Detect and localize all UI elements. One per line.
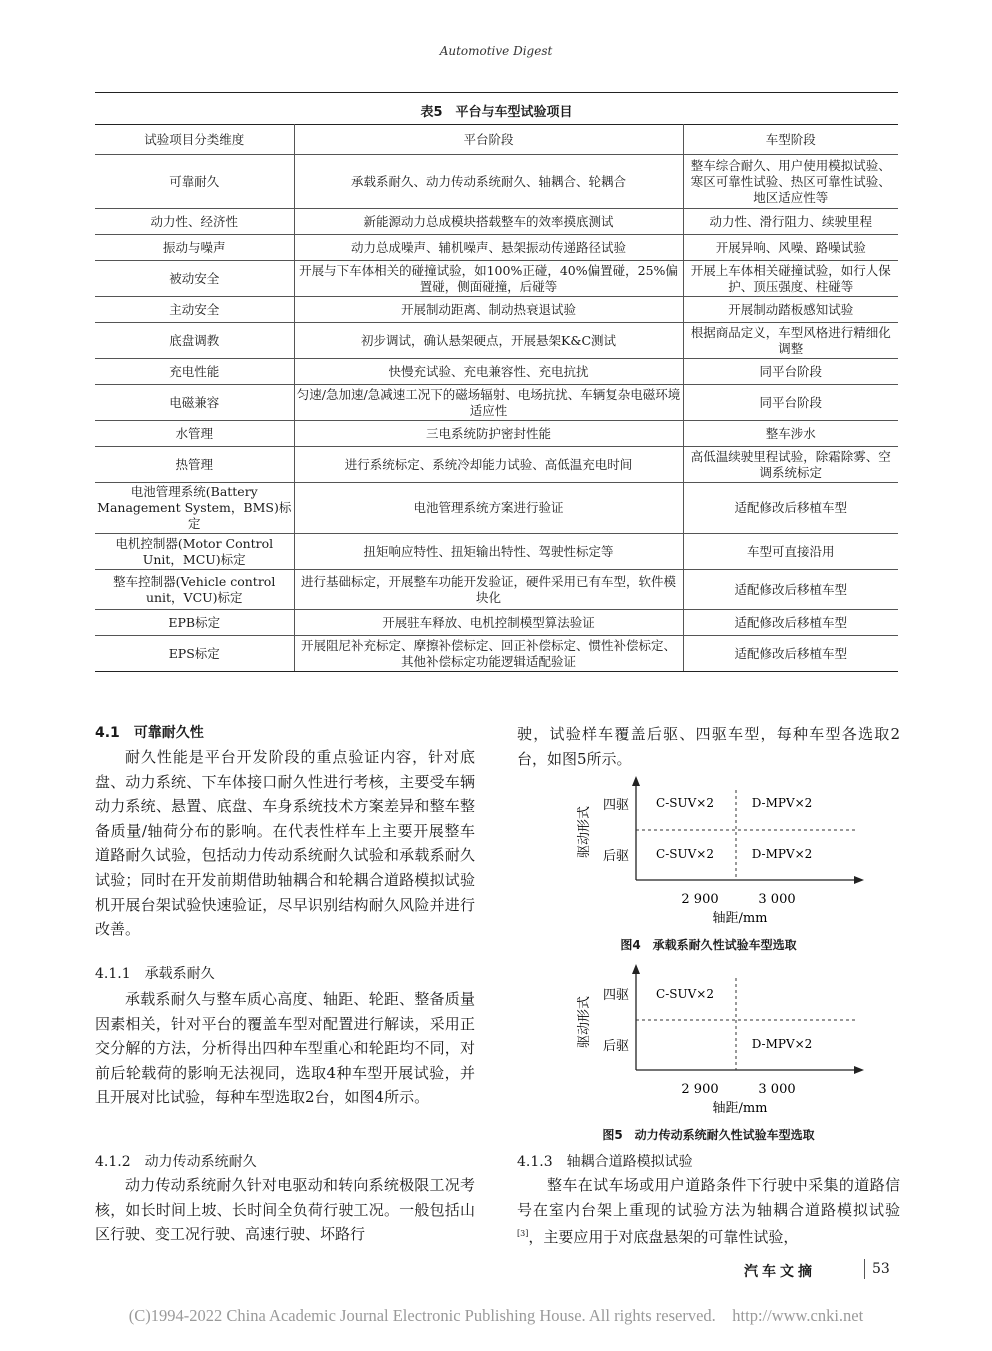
section-4-1-paragraph: 耐久性能是平台开发阶段的重点验证内容，针对底盘、动力系统、下车体接口耐久性进行考核，主要受车辆动力系统、悬置、底盘、车身系统技术方案差异和整车整备质量/轴荷分布的影响。在代表性样车上主要开展整车道路耐久试验，包括动力传动系统耐久试验和承载系耐久试验；同时在开发前期借助轴耦合和轮耦合道路模拟试验机开展台架试验快速验证，尽早识别结构耐久风险并进行改善。 (95, 748, 475, 939)
table-row (95, 534, 898, 570)
cell-label: C-SUV×2 (656, 847, 714, 861)
vehicle-stage-cell: 适配修改后移植车型 (683, 636, 898, 672)
platform-stage-cell: 进行系统标定、系统冷却能力试验、高低温充电时间 (294, 447, 683, 483)
platform-stage-cell: 开展驻车释放、电机控制模型算法验证 (294, 610, 683, 636)
platform-stage-cell: 电池管理系统方案进行验证 (294, 483, 683, 534)
cell-label: D-MPV×2 (751, 796, 813, 810)
section-4-1-1-title: 4.1.1 承载系耐久 (95, 966, 215, 982)
table-row (95, 297, 898, 323)
platform-stage-cell: 开展阻尼补充标定、摩擦补偿标定、回正补偿标定、惯性补偿标定、其他补偿标定功能逻辑适配验证 (294, 636, 683, 672)
cell-label: C-SUV×2 (656, 796, 714, 810)
category-cell: 电池管理系统(Battery Management System，BMS)标定 (95, 483, 294, 534)
vehicle-stage-cell: 整车综合耐久、用户使用模拟试验、寒区可靠性试验、热区可靠性试验、地区适应性等 (683, 155, 898, 209)
platform-stage-cell: 动力总成噪声、辅机噪声、悬架振动传递路径试验 (294, 235, 683, 261)
table-header-row (95, 125, 898, 155)
platform-stage-cell: 匀速/急加速/急减速工况下的磁场辐射、电场抗扰、车辆复杂电磁环境适应性 (294, 385, 683, 421)
table-row (95, 421, 898, 447)
paragraph-text: 整车在试车场或用户道路条件下行驶中采集的道路信号在室内台架上重现的试验方法为轴耦合道路模拟试验 (517, 1176, 900, 1219)
section-4-1-3-title: 4.1.3 轴耦合道路模拟试验 (517, 1154, 693, 1170)
platform-stage-cell: 开展制动距离、制动热衰退试验 (294, 297, 683, 323)
figure-4-caption: 图4 承载系耐久性试验车型选取 (620, 938, 797, 952)
table-row (95, 610, 898, 636)
platform-stage-cell: 快慢充试验、充电兼容性、充电抗扰 (294, 359, 683, 385)
section-4-1-title: 4.1 可靠耐久性 (95, 725, 204, 741)
vehicle-stage-cell: 开展异响、风噪、路噪试验 (683, 235, 898, 261)
continued-paragraph: 驶，试验样车覆盖后驱、四驱车型，每种车型各选取2台，如图5所示。 (517, 725, 900, 768)
y-tick-label: 后驱 (602, 1039, 630, 1054)
category-cell: 充电性能 (95, 359, 294, 385)
category-cell: 底盘调教 (95, 323, 294, 359)
table-row (95, 155, 898, 209)
running-header: Automotive Digest (439, 44, 553, 58)
category-cell: EPB标定 (95, 610, 294, 636)
x-axis-label: 轴距/mm (712, 911, 768, 926)
section-4-1-2-paragraph: 动力传动系统耐久针对电驱动和转向系统极限工况考核，如长时间上坡、长时间全负荷行驶工况。一般包括山区行驶、变工况行驶、高速行驶、坏路行 (95, 1176, 475, 1244)
category-cell: 可靠耐久 (95, 155, 294, 209)
footer-journal-name: 汽车文摘 (744, 1264, 816, 1280)
category-cell: 振动与噪声 (95, 235, 294, 261)
vehicle-stage-cell: 同平台阶段 (683, 359, 898, 385)
category-cell: EPS标定 (95, 636, 294, 672)
y-tick-label: 后驱 (602, 849, 630, 864)
footer-divider (864, 1259, 865, 1279)
category-cell: 热管理 (95, 447, 294, 483)
platform-stage-cell: 新能源动力总成模块搭载整车的效率摸底测试 (294, 209, 683, 235)
table-row (95, 323, 898, 359)
vehicle-stage-cell: 根据商品定义，车型风格进行精细化调整 (683, 323, 898, 359)
cell-label: D-MPV×2 (751, 847, 813, 861)
vehicle-stage-cell: 车型可直接沿用 (683, 534, 898, 570)
category-cell: 整车控制器(Vehicle control unit，VCU)标定 (95, 570, 294, 610)
platform-stage-cell: 初步调试，确认悬架硬点，开展悬架K&C测试 (294, 323, 683, 359)
table-row (95, 636, 898, 672)
table-header-cell: 试验项目分类维度 (95, 125, 294, 155)
platform-stage-cell: 进行基础标定，开展整车功能开发验证，硬件采用已有车型，软件模块化 (294, 570, 683, 610)
y-axis-label: 驱动形式 (577, 805, 592, 859)
category-cell: 电磁兼容 (95, 385, 294, 421)
table-row (95, 483, 898, 534)
table-row (95, 235, 898, 261)
vehicle-stage-cell: 适配修改后移植车型 (683, 570, 898, 610)
y-axis-label: 驱动形式 (577, 995, 592, 1049)
platform-stage-cell: 承载系耐久、动力传动系统耐久、轴耦合、轮耦合 (294, 155, 683, 209)
table-row (95, 570, 898, 610)
table-header-cell: 平台阶段 (294, 125, 683, 155)
vehicle-stage-cell: 同平台阶段 (683, 385, 898, 421)
x-axis-arrow (854, 876, 864, 884)
cell-label: C-SUV×2 (656, 987, 714, 1001)
platform-stage-cell: 开展与下车体相关的碰撞试验，如100%正碰，40%偏置碰，25%偏置碰，侧面碰撞，后碰等 (294, 261, 683, 297)
section-4-1-1-paragraph: 承载系耐久与整车质心高度、轴距、轮距、整备质量因素相关，针对平台的覆盖车型对配置进行解读，采用正交分解的方法，分析得出四种车型重心和轮距均不同，对前后轮载荷的影响无法视同，选取4种车型开展试验，并且开展对比试验，每种车型选取2台，如图4所示。 (95, 990, 475, 1107)
section-4-1-3-paragraph (517, 1173, 900, 1250)
vehicle-stage-cell: 开展制动踏板感知试验 (683, 297, 898, 323)
test-items-table (95, 124, 898, 672)
vehicle-stage-cell: 适配修改后移植车型 (683, 483, 898, 534)
x-tick-label: 3 000 (758, 892, 796, 907)
table-header-cell: 车型阶段 (683, 125, 898, 155)
table-row (95, 261, 898, 297)
x-axis-label: 轴距/mm (712, 1101, 768, 1116)
copyright-notice: (C)1994-2022 China Academic Journal Electronic Publishing House. All rights reserved. http://www.cnki.net (128, 1306, 864, 1325)
x-tick-label: 2 900 (681, 1082, 719, 1097)
citation-ref: [3] (517, 1229, 529, 1239)
category-cell: 电机控制器(Motor Control Unit，MCU)标定 (95, 534, 294, 570)
figure-5-caption: 图5 动力传动系统耐久性试验车型选取 (602, 1128, 815, 1142)
vehicle-stage-cell: 高低温续驶里程试验，除霜除雾、空调系统标定 (683, 447, 898, 483)
vehicle-stage-cell: 开展上车体相关碰撞试验，如行人保护、顶压强度、柱碰等 (683, 261, 898, 297)
section-4-1-2-title: 4.1.2 动力传动系统耐久 (95, 1154, 257, 1170)
vehicle-stage-cell: 适配修改后移植车型 (683, 610, 898, 636)
y-tick-label: 四驱 (602, 798, 630, 813)
platform-stage-cell: 三电系统防护密封性能 (294, 421, 683, 447)
category-cell: 被动安全 (95, 261, 294, 297)
table-row (95, 359, 898, 385)
table-row (95, 447, 898, 483)
table-row (95, 209, 898, 235)
figure-5-chart (560, 958, 880, 1118)
platform-stage-cell: 扭矩响应特性、扭矩输出特性、驾驶性标定等 (294, 534, 683, 570)
x-axis-arrow (854, 1066, 864, 1074)
category-cell: 水管理 (95, 421, 294, 447)
vehicle-stage-cell: 整车涉水 (683, 421, 898, 447)
header-rule (95, 92, 898, 93)
category-cell: 主动安全 (95, 297, 294, 323)
table-caption: 表5 平台与车型试验项目 (420, 105, 573, 120)
cell-label: D-MPV×2 (751, 1037, 813, 1051)
x-tick-label: 2 900 (681, 892, 719, 907)
paragraph-text: ，主要应用于对底盘悬架的可靠性试验， (528, 1228, 799, 1247)
vehicle-stage-cell: 动力性、滑行阻力、续驶里程 (683, 209, 898, 235)
x-tick-label: 3 000 (758, 1082, 796, 1097)
y-tick-label: 四驱 (602, 988, 630, 1003)
table-row (95, 385, 898, 421)
category-cell: 动力性、经济性 (95, 209, 294, 235)
page-number: 53 (872, 1261, 890, 1277)
figure-4-chart (560, 770, 880, 930)
